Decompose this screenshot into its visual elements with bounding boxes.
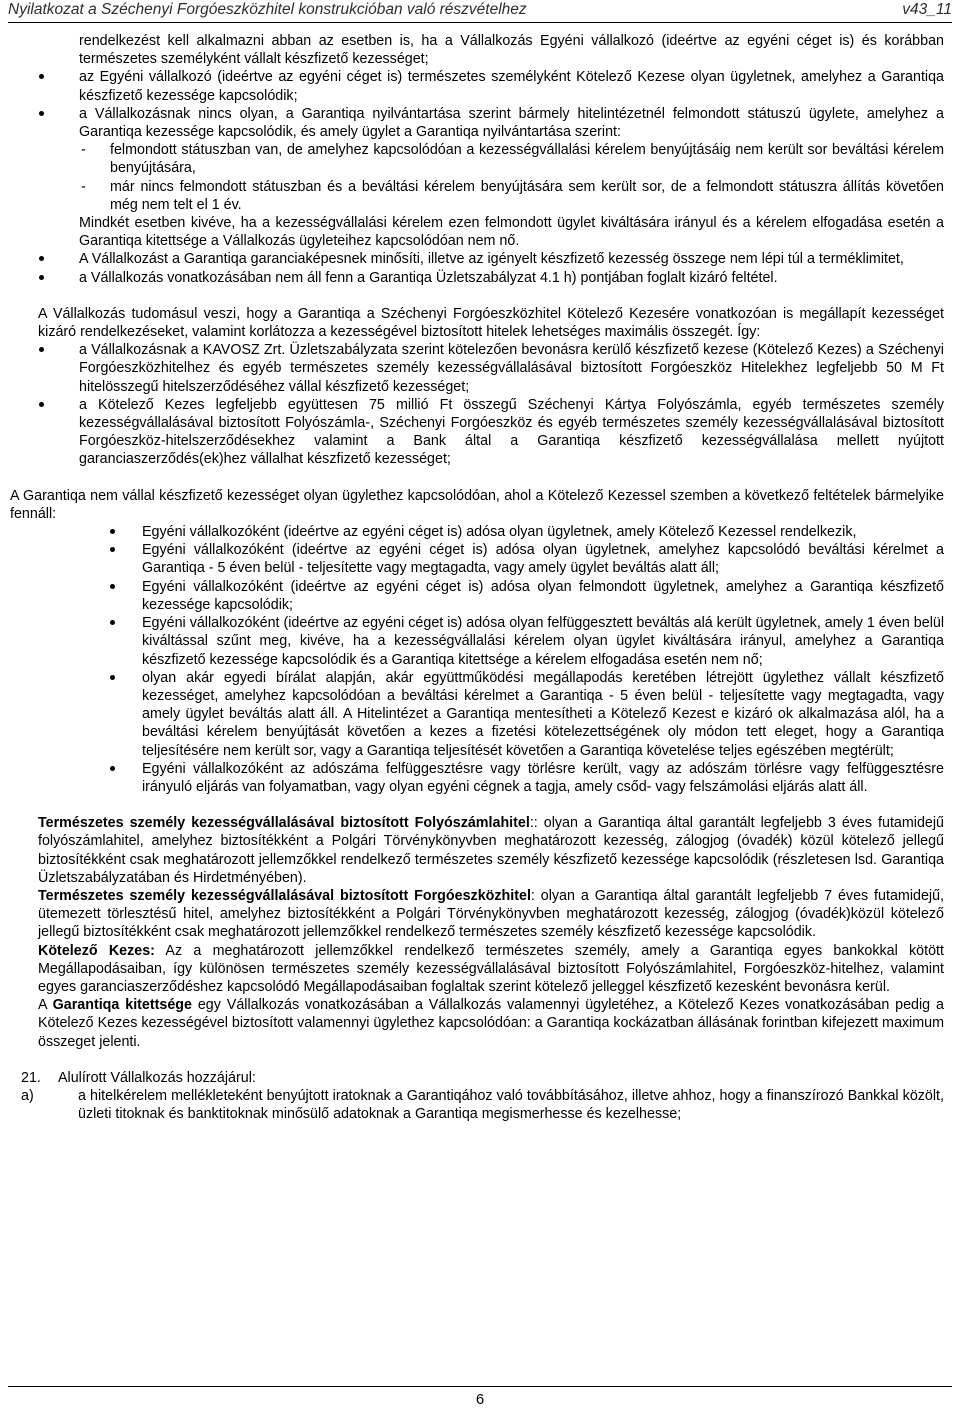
definition-text: Az a meghatározott jellemzőkkel rendelkező természetes személy, amely a Garantiqa egyes bankokkal kötött Megállapodásaiban, így különösen természetes személy kezességvállalásával biztosított Folyószámlahitel, Forgóeszköz-hitelhez, valamint egyes garanciaszerződéshez kapcsolódó Megállapodásaiban foglaltak szerint kötelező jelleggel készfizető kezesként bevonásra kerül. xyxy=(38,942,945,995)
definition-term: Természetes személy kezességvállalásával biztosított Forgóeszközhitel xyxy=(38,887,531,904)
definition-text: :: olyan a Garantiqa által garantált legfeljebb 3 éves futamidejű folyószámlahitel, amelyhez biztosítékként a Polgári Törvénykönyvben meghatározott kezesség, zálogjog (óvadék) közül kötelező jellegű biztosítékként csak meghatározott jellemzőkkel rendelkező természetes személy készfizető kezessége kapcsolódik (részletesen lsd. Garantiqa Üzletszabályzatában és Hirdetményében). xyxy=(38,815,944,886)
page-header xyxy=(8,0,952,23)
page-number: 6 xyxy=(475,1391,485,1408)
definition-prefix: A xyxy=(38,997,53,1014)
dash-marker: - xyxy=(81,178,86,195)
list-item: Egyéni vállalkozóként (ideértve az egyéni céget is) adósa olyan felmondott ügyletnek, amelyhez a Garantiqa készfizető kezessége kapcsolódik; xyxy=(38,578,944,614)
item-label: a) xyxy=(21,1087,34,1104)
page-content xyxy=(10,32,945,1123)
dash-item xyxy=(38,141,944,177)
definition xyxy=(38,814,944,887)
list-item: olyan akár egyedi bírálat alapján, akár együttműködési megállapodás keretében létrejött ügylethez vállalt készfizető kezességet, amelyhez kapcsolódóan a beváltási kérelmet a Garantiqa - 5 éven belül - teljesítette vagy megtagadta, vagy amely ügylet beváltás alatt áll. A Hitelintézet a Garantiqa mentesítheti a Kötelező Kezest e kizáró ok alkalmazása alól, ha a beváltási kérelem benyújtását követően a kezes a fizetési kötelezettségének oly módon tett eleget, hogy a Garantiqa teljesítésére nem került sor, vagy a Garantiqa teljesítését követően a Garantiqa követelése teljes egészében megtérült; xyxy=(38,669,944,760)
document-title: Nyilatkozat a Széchenyi Forgóeszközhitel konstrukcióban való részvételhez xyxy=(8,1,527,18)
paragraph: A Garantiqa nem vállal készfizető kezességet olyan ügylethez kapcsolódóan, ahol a Kötelező Kezessel szemben a következő feltételek bármelyike fennáll: xyxy=(10,487,944,522)
list-item: Egyéni vállalkozóként (ideértve az egyéni céget is) adósa olyan ügyletnek, amelyhez kapcsolódó beváltási kérelmet a Garantiqa - 5 éven belül - teljesítette vagy megtagadta, vagy amely ügylet beváltás alatt áll; xyxy=(38,541,944,577)
dash-item-text: felmondott státuszban van, de amelyhez kapcsolódóan a kezességvállalási kérelem benyújtásáig nem került sor beváltási kérelem benyújtására, xyxy=(110,142,944,177)
list-item: A Vállalkozást a Garantiqa garanciaképesnek minősíti, illetve az igényelt készfizető kezesség összege nem lépi túl a terméklimitet, xyxy=(38,250,944,268)
dash-item-text: már nincs felmondott státuszban és a beváltási kérelem benyújtására sem került sor, de a felmondott státuszra állítás követően még nem telt el 1 év. xyxy=(110,178,944,213)
definition xyxy=(38,942,944,997)
section-number: 21. xyxy=(21,1069,41,1086)
definition-text: : olyan a Garantiqa által garantált legfeljebb 7 éves futamidejű, ütemezett törlesztésű hitel, amelyhez biztosítékként a Polgári Törvénykönyvben meghatározott kezesség, zálogjog (óvadék)közül kötelező jellegű biztosítékként csak meghatározott jellemzőkkel rendelkező természetes személy készfizető kezessége kapcsolódik. xyxy=(38,887,944,941)
definition xyxy=(38,996,944,1051)
list-item: Egyéni vállalkozóként (ideértve az egyéni céget is) adósa olyan felfüggesztett beváltás alá került ügyletnek, amely 1 éven belül kiváltással szűnt meg, kivéve, ha a kezességvállalási kérelem olyan ügylet kiváltására irányul, amelyhez a Garantiqa készfizető kezessége kapcsolódik és a Garantiqa kitettsége a kérelem elfogadása esetén nem nő; xyxy=(38,614,944,669)
document-version: v43_11 xyxy=(902,1,952,18)
list-item xyxy=(21,1087,944,1123)
list-item: a Vállalkozás vonatkozásában nem áll fenn a Garantiqa Üzletszabályzat 4.1 h) pontjában foglalt kizáró feltétel. xyxy=(38,269,944,287)
list-item: a Kötelező Kezes legfeljebb együttesen 75 millió Ft összegű Széchenyi Kártya Folyószámla, egyéb természetes személy kezességvállalásával biztosított Folyószámla-, Széchenyi Forgóeszköz és egyéb természetes személy kezességvállalásával biztosított Forgóeszköz-hitelszerződésekhez valamint a Bank által a Garantiqa készfizető kezességvállalása mellett nyújtott garanciaszerződés(ek)hez vállalhat készfizető kezességet; xyxy=(38,396,944,469)
list-item: az Egyéni vállalkozó (ideértve az egyéni céget is) természetes személyként Kötelező Kezese olyan ügyletnek, amelyhez a Garantiqa készfizető kezessége kapcsolódik; xyxy=(38,68,944,104)
page-footer xyxy=(8,1386,952,1408)
section-title: Alulírott Vállalkozás hozzájárul: xyxy=(58,1069,256,1086)
section-heading xyxy=(21,1069,944,1087)
definition-term: Kötelező Kezes: xyxy=(38,942,155,959)
paragraph: A Vállalkozás tudomásul veszi, hogy a Garantiqa a Széchenyi Forgóeszközhitel Kötelező Kezesére vonatkozóan is megállapít kezességet kizáró rendelkezéseket, valamint korlátozza a kezességével biztosított hitelek lehetséges maximális összegét. Így: xyxy=(38,305,944,341)
list-item: a Vállalkozásnak nincs olyan, a Garantiqa nyilvántartása szerint bármely hitelintézetnél felmondott státuszú ügylete, amelyhez a Garantiqa kezessége kapcsolódik, és amely ügylet a Garantiqa nyilvántartása szerint: xyxy=(38,105,944,141)
dash-item xyxy=(38,178,944,214)
definition-text: egy Vállalkozás vonatkozásában a Vállalkozás valamennyi ügyletéhez, a Kötelező Kezes vonatkozásában pedig a Kötelező Kezes kezességével biztosított valamennyi ügylethez kapcsolódóan: a Garantiqa kockázatban állásának forintban kifejezett maximum összeget jelenti. xyxy=(38,997,944,1050)
list-item: Egyéni vállalkozóként (ideértve az egyéni céget is) adósa olyan ügyletnek, amely Kötelező Kezessel rendelkezik, xyxy=(38,523,944,541)
continued-paragraph: rendelkezést kell alkalmazni abban az esetben is, ha a Vállalkozás Egyéni vállalkozó (ideértve az egyéni céget is) és korábban természetes személyként vállalt készfizető kezességet; xyxy=(79,33,944,68)
section-21 xyxy=(21,1069,944,1124)
definition xyxy=(38,887,944,942)
definition-term: Garantiqa kitettsége xyxy=(52,997,192,1014)
exception-paragraph: Mindkét esetben kivéve, ha a kezességvállalási kérelem ezen felmondott ügylet kiváltására irányul és a kérelem elfogadása esetén a Garantiqa kitettsége a Vállalkozás ügyleteihez kapcsolódóan nem nő. xyxy=(79,215,944,250)
list-item: a Vállalkozásnak a KAVOSZ Zrt. Üzletszabályzata szerint kötelezően bevonásra kerülő készfizető kezese (Kötelező Kezes) a Széchenyi Forgóeszközhitelhez és egyéb természetes személy kezességvállalásával biztosított Forgóeszköz Hitelekhez legfeljebb 50 M Ft hitelösszegű hitelszerződéséhez vállal készfizető kezességet; xyxy=(38,341,944,396)
list-item: Egyéni vállalkozóként az adószáma felfüggesztésre vagy törlésre került, vagy az adószám törlésre vagy felfüggesztésre irányuló eljárás van folyamatban, vagy olyan egyéni cégnek a tagja, amely csőd- vagy felszámolási eljárás alatt áll. xyxy=(38,760,944,796)
dash-marker: - xyxy=(81,142,86,159)
definition-term: Természetes személy kezességvállalásával biztosított Folyószámlahitel xyxy=(38,815,530,832)
item-text: a hitelkérelem mellékleteként benyújtott iratoknak a Garantiqához való továbbításához, illetve ahhoz, hogy a finanszírozó Bankkal közölt, üzleti titoknak és banktitoknak minősülő adatoknak a Garantiqa megismerhesse és kezelhesse; xyxy=(78,1087,944,1123)
